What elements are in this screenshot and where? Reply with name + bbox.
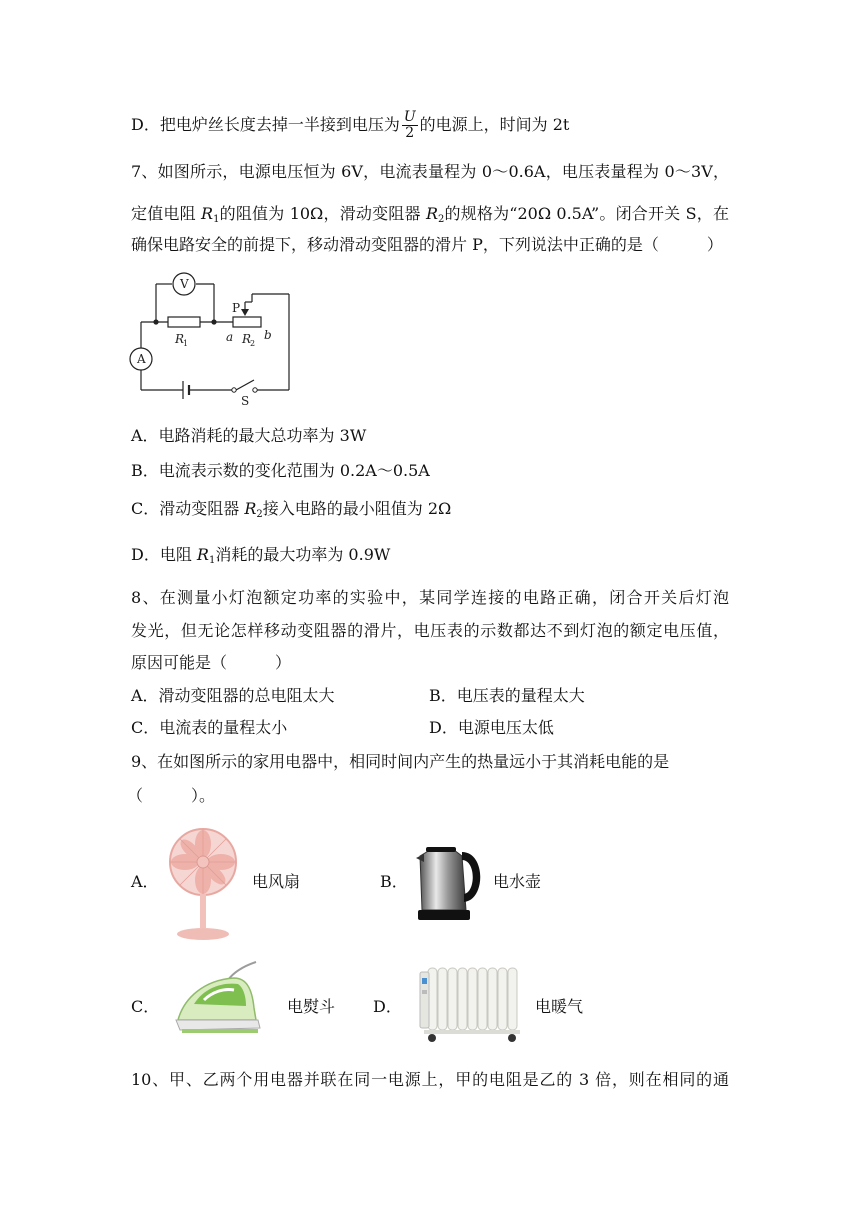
q9-option-b-label: 电水壶: [493, 872, 542, 891]
q7-option-d: [131, 543, 390, 573]
electric-fan-image: [168, 826, 238, 942]
text: D．电阻: [131, 545, 197, 564]
q8-option-c: C．电流表的量程太小: [131, 718, 288, 737]
terminal-a-label: a: [226, 330, 234, 344]
text: 的规格为“20Ω 0.5A”。闭合开关 S，在: [444, 204, 729, 223]
slider-p-label: P: [232, 301, 241, 315]
q8-line-3: 原因可能是（ ）: [131, 653, 292, 672]
q9-line-1: 9、在如图所示的家用电器中，相同时间内产生的热量远小于其消耗电能的是: [131, 752, 670, 771]
text: 的阻值为 10Ω，滑动变阻器: [219, 204, 426, 223]
q7-line-1: 7、如图所示，电源电压恒为 6V，电流表量程为 0～0.6A，电压表量程为 0～3V，: [131, 162, 729, 181]
r2-label: R: [242, 332, 252, 346]
var-r: R: [201, 204, 214, 223]
var-r: R: [244, 499, 257, 518]
ammeter-label: A: [137, 352, 146, 366]
text: 消耗的最大功率为 0.9W: [215, 545, 391, 564]
r1-label: R: [175, 332, 185, 346]
r2-subscript: 2: [250, 339, 256, 348]
subscript: 1: [213, 214, 220, 225]
electric-iron-image: [174, 958, 270, 1036]
text: C．滑动变阻器: [131, 499, 245, 518]
subscript: 2: [437, 214, 445, 225]
q7-line-2: [131, 202, 729, 232]
q9-option-c-letter: C．: [131, 997, 160, 1016]
q9-option-d-label: 电暖气: [535, 997, 584, 1016]
q8-option-d: D．电源电压太低: [429, 718, 554, 737]
text: 接入电路的最小阻值为 2Ω: [262, 499, 452, 518]
resistor-r2: [233, 317, 261, 327]
q9-option-b-letter: B．: [380, 872, 408, 891]
switch-contact: [253, 388, 257, 392]
terminal-b-label: b: [264, 328, 272, 342]
electric-heater-image: [418, 964, 522, 1044]
electric-kettle-image: [414, 842, 486, 922]
prev-option-d: [131, 110, 569, 141]
slider-arrow: [241, 309, 249, 316]
fraction-denominator: 2: [405, 125, 415, 141]
r1-subscript: 1: [183, 339, 189, 348]
q10-line-1: 10、甲、乙两个用电器并联在同一电源上，甲的电阻是乙的 3 倍，则在相同的通: [131, 1070, 729, 1089]
q8-option-a: A．滑动变阻器的总电阻太大: [131, 686, 335, 705]
circuit-diagram: [128, 266, 298, 406]
q8-option-b: B．电压表的量程太大: [429, 686, 585, 705]
junction-dot: [211, 319, 216, 324]
option-text: 的电源上，时间为 2t: [419, 115, 570, 134]
q9-option-a-letter: A．: [131, 872, 159, 891]
q8-line-2: 发光，但无论怎样移动变阻器的滑片，电压表的示数都达不到灯泡的额定电压值，: [131, 621, 729, 640]
switch-s-label: S: [241, 394, 250, 406]
option-text: D．把电炉丝长度去掉一半接到电压为: [131, 115, 400, 134]
q7-option-b: B．电流表示数的变化范围为 0.2A～0.5A: [131, 461, 430, 480]
q9-option-c-label: 电熨斗: [287, 997, 336, 1016]
q7-option-a: A．电路消耗的最大总功率为 3W: [131, 426, 367, 445]
resistor-r1: [168, 317, 200, 327]
fraction-u-over-2: [402, 110, 418, 141]
q9-option-d-letter: D．: [373, 997, 402, 1016]
q7-option-c: [131, 497, 451, 527]
var-r: R: [196, 545, 209, 564]
subscript: 1: [208, 555, 216, 566]
q8-line-1: 8、在测量小灯泡额定功率的实验中，某同学连接的电路正确，闭合开关后灯泡: [131, 588, 729, 607]
junction-dot: [153, 319, 158, 324]
q9-option-a-label: 电风扇: [252, 872, 301, 891]
q9-line-2: （ ）。: [127, 786, 216, 805]
q7-line-3: 确保电路安全的前提下，移动滑动变阻器的滑片 P，下列说法中正确的是（ ）: [131, 235, 723, 254]
switch-contact: [232, 388, 236, 392]
text: 定值电阻: [131, 204, 202, 223]
subscript: 2: [256, 509, 263, 520]
var-r: R: [425, 204, 438, 223]
voltmeter-label: V: [180, 277, 189, 291]
fraction-numerator: U: [403, 109, 416, 125]
switch-lever: [236, 380, 254, 390]
